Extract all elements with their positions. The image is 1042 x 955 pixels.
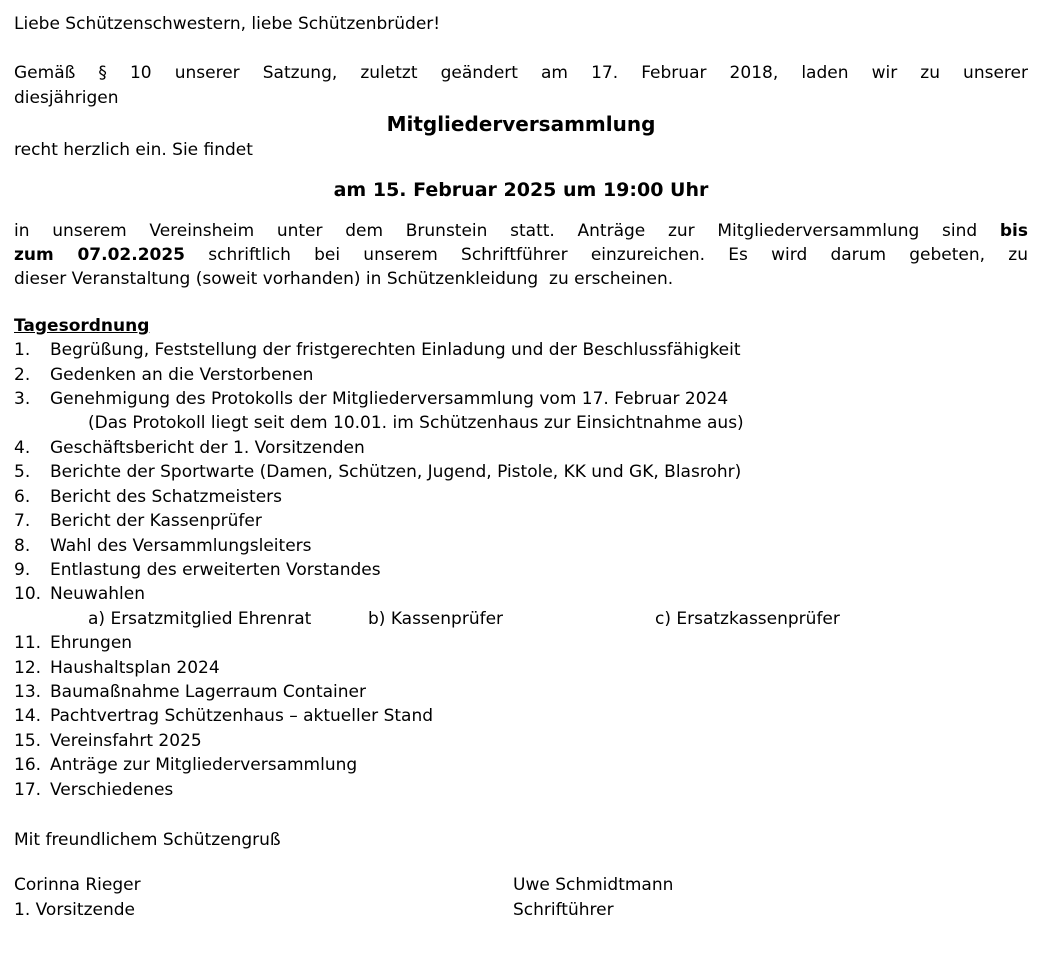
main-line2-text: schriftlich bei unserem Schriftführer einzureichen. Es wird darum gebeten, zu (185, 245, 1028, 266)
signature-right (513, 873, 1028, 922)
agenda-item-text: Anträge zur Mitgliederversammlung (50, 755, 358, 776)
agenda-heading: Tagesordnung (14, 315, 150, 336)
main-paragraph-line-1 (14, 219, 1028, 243)
main-line1-bold: bis (999, 220, 1028, 241)
signature-role: 1. Vorsitzende (14, 899, 135, 920)
agenda-item-5 (14, 460, 1028, 484)
main-paragraph-line-3: dieser Veranstaltung (soweit vorhanden) in Schützenkleidung zu erscheinen. (14, 269, 674, 290)
agenda-item-number: 14. (14, 706, 42, 727)
agenda-item-text: Bericht des Schatzmeisters (50, 486, 283, 507)
agenda-item-8 (14, 534, 1028, 558)
agenda-item-number: 8. (14, 535, 31, 556)
agenda-item-number: 13. (14, 681, 42, 702)
agenda-item-15 (14, 729, 1028, 753)
agenda-item-number: 2. (14, 364, 31, 385)
main-line1-text: in unserem Vereinsheim unter dem Brunstein statt. Anträge zur Mitgliederversammlung sind (14, 220, 1000, 241)
agenda-item-text: Gedenken an die Verstorbenen (50, 364, 314, 385)
signature-name: Uwe Schmidtmann (513, 875, 674, 896)
agenda-item-text: Geschäftsbericht der 1. Vorsitzenden (50, 437, 365, 458)
agenda-item-text: Genehmigung des Protokolls der Mitgliederversammlung vom 17. Februar 2024 (50, 389, 729, 410)
agenda-item-number: 5. (14, 462, 31, 483)
agenda-item-number: 10. (14, 584, 42, 605)
document-title: Mitgliederversammlung (386, 112, 656, 137)
agenda-item-number: 4. (14, 437, 31, 458)
main-paragraph (14, 219, 1028, 292)
agenda-item-text: Haushaltsplan 2024 (50, 657, 220, 678)
signature-block (14, 873, 1028, 922)
agenda-item-text: Vereinsfahrt 2025 (50, 730, 202, 751)
agenda-item-10 (14, 582, 1028, 606)
agenda-item-number: 15. (14, 730, 42, 751)
agenda-subitem-b: b) Kassenprüfer (368, 608, 504, 629)
after-title-line: recht herzlich ein. Sie findet (14, 140, 253, 161)
agenda-item-text: Neuwahlen (50, 584, 146, 605)
agenda-item-number: 3. (14, 389, 31, 410)
agenda-item-4 (14, 436, 1028, 460)
agenda-item-text: Bericht der Kassenprüfer (50, 511, 262, 532)
agenda-item-text: Berichte der Sportwarte (Damen, Schützen, Jugend, Pistole, KK und GK, Blasrohr) (50, 462, 742, 483)
agenda-item-number: 1. (14, 340, 31, 361)
agenda-item-number: 17. (14, 779, 42, 800)
agenda-item-number: 7. (14, 511, 31, 532)
signature-left (14, 873, 513, 922)
agenda-item-7 (14, 509, 1028, 533)
agenda-subitem-c: c) Ersatzkassenprüfer (655, 608, 840, 629)
agenda-item-9 (14, 558, 1028, 582)
agenda-item-6 (14, 485, 1028, 509)
agenda-item-text: Ehrungen (50, 633, 133, 654)
agenda-item-14 (14, 704, 1028, 728)
agenda-item-text: Entlastung des erweiterten Vorstandes (50, 559, 381, 580)
agenda-item-1 (14, 338, 1028, 362)
closing-formula: Mit freundlichem Schützengruß (14, 829, 281, 850)
agenda-item-13 (14, 680, 1028, 704)
agenda-subitem-a: a) Ersatzmitglied Ehrenrat (88, 608, 312, 629)
signature-name: Corinna Rieger (14, 875, 141, 896)
agenda-item-10-subitems (14, 607, 1028, 631)
agenda-item-number: 16. (14, 755, 42, 776)
event-datetime: am 15. Februar 2025 um 19:00 Uhr (333, 178, 709, 201)
agenda-item-17 (14, 778, 1028, 802)
agenda-item-2 (14, 363, 1028, 387)
agenda-item-number: 6. (14, 486, 31, 507)
agenda-item-number: 9. (14, 559, 31, 580)
agenda-item-text: Baumaßnahme Lagerraum Container (50, 681, 366, 702)
agenda-item-3-note: (Das Protokoll liegt seit dem 10.01. im Schützenhaus zur Einsichtnahme aus) (88, 413, 744, 434)
agenda-item-text: Begrüßung, Feststellung der fristgerechten Einladung und der Beschlussfähigkeit (50, 340, 741, 361)
agenda-item-text: Wahl des Versammlungsleiters (50, 535, 312, 556)
agenda-list (14, 338, 1028, 802)
intro-line-1: Gemäß § 10 unserer Satzung, zuletzt geändert am 17. Februar 2018, laden wir zu unserer (14, 63, 1028, 84)
agenda-item-12 (14, 656, 1028, 680)
intro-line-2: diesjährigen (14, 87, 119, 108)
agenda-item-text: Pachtvertrag Schützenhaus – aktueller Stand (50, 706, 434, 727)
intro-paragraph (14, 61, 1028, 110)
agenda-item-text: Verschiedenes (50, 779, 174, 800)
agenda-item-16 (14, 753, 1028, 777)
agenda-item-3 (14, 387, 1028, 411)
agenda-item-number: 11. (14, 633, 42, 654)
agenda-item-11 (14, 631, 1028, 655)
main-paragraph-line-2 (14, 243, 1028, 267)
signature-role: Schriftührer (513, 899, 614, 920)
main-line2-bold: zum 07.02.2025 (14, 245, 186, 266)
agenda-item-number: 12. (14, 657, 42, 678)
greeting: Liebe Schützenschwestern, liebe Schützenbrüder! (14, 14, 441, 34)
